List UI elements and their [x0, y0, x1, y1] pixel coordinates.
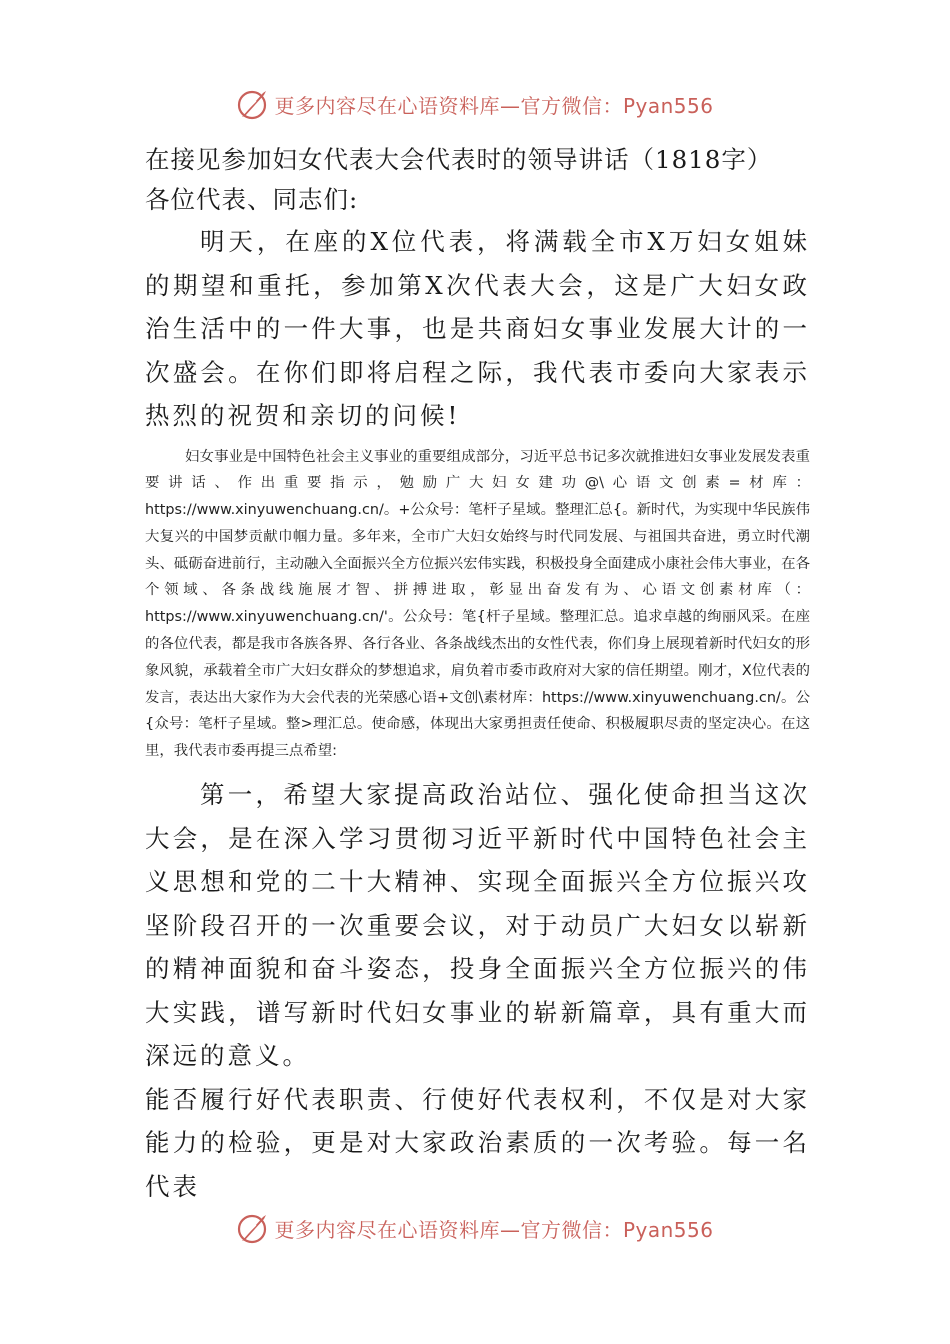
document-body — [145, 140, 810, 1208]
header-banner-text: 更多内容尽在心语资料库—官方微信：Pyan556 — [274, 93, 714, 118]
quill-pen-circle-icon — [236, 1211, 270, 1245]
salutation: 各位代表、同志们: — [145, 185, 359, 214]
footer-banner — [0, 1208, 950, 1248]
paragraph-3: 第一，希望大家提高政治站位、强化使命担当这次大会，是在深入学习贯彻习近平新时代中国特色社会主义思想和党的二十大精神、实现全面振兴全方位振兴攻坚阶段召开的一次重要会议，对于动员广大妇女以崭新的精神面貌和奋斗姿态，投身全面振兴全方位振兴的伟大实践，谱写新时代妇女事业的崭新篇章，具有重大而深远的意义。 — [145, 780, 810, 1071]
quill-pen-circle-icon — [236, 87, 270, 121]
paragraph-2: 妇女事业是中国特色社会主义事业的重要组成部分，习近平总书记多次就推进妇女事业发展发表重要讲话、作出重要指示，勉励广大妇女建功@\心语文创素=材库：https://www.xinyuwenchuang.cn/。+公众号：笔杆子星域。整理汇总{。新时代，为实现中华民族伟大复兴的中国梦贡献巾帼力量。多年来，全市广大妇女始终与时代同发展、与祖国共奋进，勇立时代潮头、砥砺奋进前行，主动融入全面振兴全方位振兴宏伟实践，积极投身全面建成小康社会伟大事业，在各个领域、各条战线施展才智、拼搏进取，彰显出奋发有为、心语文创素材库（：https://www.xinyuwenchuang.cn/'。公众号：笔{杆子星域。整理汇总。追求卓越的绚丽风采。在座的各位代表，都是我市各族各界、各行各业、各条战线杰出的女性代表，你们身上展现着新时代妇女的形象风貌，承载着全市广大妇女群众的梦想追求，肩负着市委市政府对大家的信任期望。刚才，X位代表的发言，表达出大家作为大会代表的光荣感心语+文创\素材库：https://www.xinyuwenchuang.cn/。公{众号：笔杆子星域。整>理汇总。使命感，体现出大家勇担责任使命、积极履职尽责的坚定决心。在这里，我代表市委再提三点希望: — [145, 448, 810, 760]
paragraph-1: 明天，在座的X位代表，将满载全市X万妇女姐妹的期望和重托，参加第X次代表大会，这是广大妇女政治生活中的一件大事，也是共商妇女事业发展大计的一次盛会。在你们即将启程之际，我代表市委向大家表示热烈的祝贺和亲切的问候! — [145, 227, 810, 430]
paragraph-4: 能否履行好代表职责、行使好代表权利，不仅是对大家能力的检验，更是对大家政治素质的一次考验。每一名代表 — [145, 1084, 810, 1201]
document-title: 在接见参加妇女代表大会代表时的领导讲话（1818字） — [145, 145, 773, 174]
header-banner — [0, 84, 950, 124]
footer-banner-text: 更多内容尽在心语资料库—官方微信：Pyan556 — [274, 1217, 714, 1242]
